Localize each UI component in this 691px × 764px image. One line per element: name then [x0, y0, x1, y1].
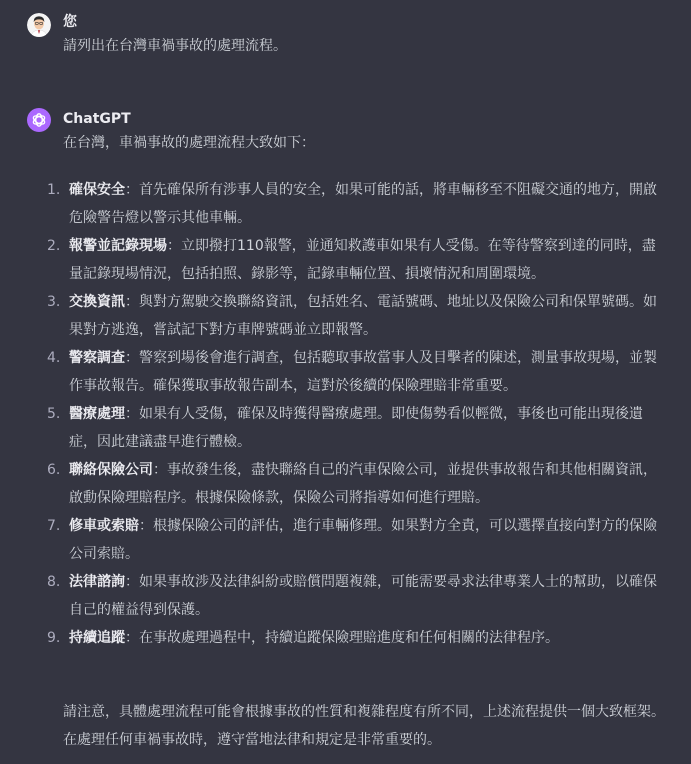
- list-item-number: 1.: [47, 182, 61, 198]
- assistant-avatar: [27, 108, 51, 132]
- list-item-title: 醫療處理: [69, 406, 125, 422]
- list-item-number: 4.: [47, 350, 61, 366]
- user-avatar: [27, 13, 51, 37]
- list-item-title: 聯絡保險公司: [69, 462, 153, 478]
- list-item: [0, 344, 669, 400]
- list-item-body: ：與對方駕駛交換聯絡資訊，包括姓名、電話號碼、地址以及保險公司和保單號碼。如果對方逃逸，嘗試記下對方車牌號碼並立即報警。: [69, 294, 657, 338]
- assistant-intro-text: 在台灣，車禍事故的處理流程大致如下：: [63, 135, 315, 151]
- list-item: [0, 456, 669, 512]
- list-item-title: 法律諮詢: [69, 574, 125, 590]
- list-item-title: 修車或索賠: [69, 518, 139, 534]
- list-item-number: 9.: [47, 630, 61, 646]
- user-author-name: 您: [63, 14, 77, 30]
- list-item-title: 交換資訊: [69, 294, 125, 310]
- user-photo-icon: [27, 13, 51, 37]
- list-item-body: ：如果事故涉及法律糾紛或賠償問題複雜，可能需要尋求法律專業人士的幫助，以確保自己的權益得到保護。: [69, 574, 657, 618]
- assistant-closing-text: 請注意，具體處理流程可能會根據事故的性質和複雜程度有所不同，上述流程提供一個大致框架。在處理任何車禍事故時，遵守當地法律和規定是非常重要的。: [63, 704, 665, 748]
- list-item-number: 3.: [47, 294, 61, 310]
- list-item-body: ：首先確保所有涉事人員的安全，如果可能的話，將車輛移至不阻礙交通的地方，開啟危險警告燈以警示其他車輛。: [69, 182, 657, 226]
- list-item: [0, 512, 669, 568]
- user-message-text: 請列出在台灣車禍事故的處理流程。: [63, 38, 287, 54]
- list-item-number: 5.: [47, 406, 61, 422]
- list-item-body: ：根據保險公司的評估，進行車輛修理。如果對方全責，可以選擇直接向對方的保險公司索賠。: [69, 518, 657, 562]
- list-item: [0, 232, 669, 288]
- steps-list: [0, 176, 691, 652]
- list-item-number: 8.: [47, 574, 61, 590]
- list-item: [0, 288, 669, 344]
- list-item-body: ：在事故處理過程中，持續追蹤保險理賠進度和任何相關的法律程序。: [125, 630, 559, 646]
- assistant-author-name: ChatGPT: [63, 111, 131, 127]
- list-item-number: 2.: [47, 238, 61, 254]
- list-item-title: 確保安全: [69, 182, 125, 198]
- list-item-title: 報警並記錄現場: [69, 238, 167, 254]
- list-item: [0, 176, 669, 232]
- list-item-title: 警察調查: [69, 350, 125, 366]
- list-item: [0, 624, 669, 652]
- list-item-body: ：事故發生後，盡快聯絡自己的汽車保險公司，並提供事故報告和其他相關資訊，啟動保險理賠程序。根據保險條款，保險公司將指導如何進行理賠。: [69, 462, 657, 506]
- openai-logo-icon: [27, 108, 51, 132]
- list-item-title: 持續追蹤: [69, 630, 125, 646]
- list-item: [0, 568, 669, 624]
- list-item-body: ：如果有人受傷，確保及時獲得醫療處理。即使傷勢看似輕微，事後也可能出現後遺症，因此建議盡早進行體檢。: [69, 406, 643, 450]
- list-item-body: ：警察到場後會進行調查，包括聽取事故當事人及目擊者的陳述，測量事故現場，並製作事故報告。確保獲取事故報告副本，這對於後續的保險理賠非常重要。: [69, 350, 657, 394]
- list-item: [0, 400, 669, 456]
- list-item-body: ：立即撥打110報警，並通知救護車如果有人受傷。在等待警察到達的同時，盡量記錄現場情況，包括拍照、錄影等，記錄車輛位置、損壞情況和周圍環境。: [69, 238, 656, 282]
- list-item-number: 6.: [47, 462, 61, 478]
- list-item-number: 7.: [47, 518, 61, 534]
